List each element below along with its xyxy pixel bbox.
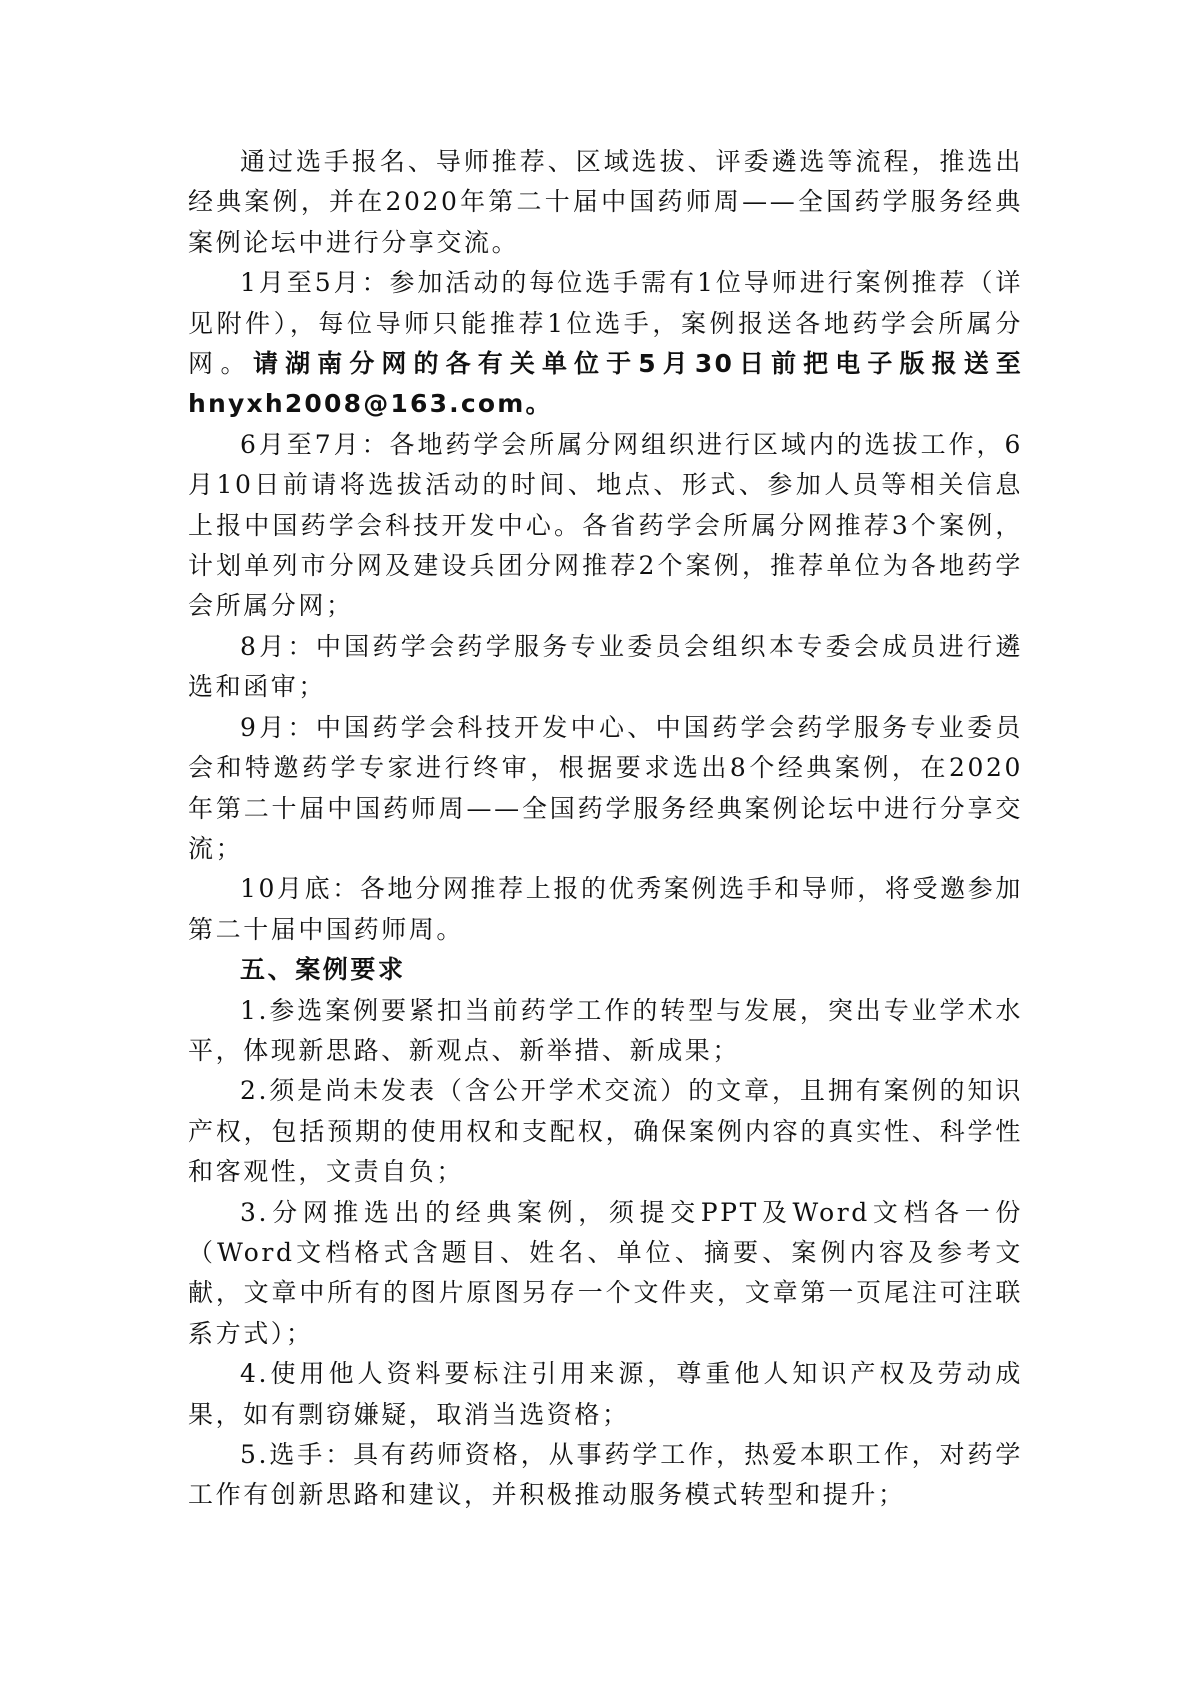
- requirement-item-5: 5.选手：具有药师资格，从事药学工作，热爱本职工作，对药学工作有创新思路和建议，并积极推动服务模式转型和提升；: [188, 1440, 1023, 1510]
- paragraph-aug: 8月：中国药学会药学服务专业委员会组织本专委会成员进行遴选和函审；: [188, 631, 1023, 702]
- document-body: [188, 142, 1023, 1516]
- requirement-item-2: 2.须是尚未发表（含公开学术交流）的文章，且拥有案例的知识产权，包括预期的使用权和支配权，确保案例内容的真实性、科学性和客观性，文责自负；: [188, 1076, 1023, 1187]
- section-heading-case-requirements: 五、案例要求: [240, 955, 406, 985]
- requirement-item-3: 3.分网推选出的经典案例，须提交PPT及Word文档各一份（Word文档格式含题目、姓名、单位、摘要、案例内容及参考文献，文章中所有的图片原图另存一个文件夹，文章第一页尾注可注联系方式）；: [188, 1197, 1023, 1348]
- paragraph-jan-may: [188, 263, 1023, 425]
- paragraph-sep: 9月：中国药学会科技开发中心、中国药学会药学服务专业委员会和特邀药学专家进行终审，根据要求选出8个经典案例，在2020年第二十届中国药师周——全国药学服务经典案例论坛中进行分享交流；: [188, 712, 1023, 863]
- paragraph-jan-may-text: 1月至5月：参加活动的每位选手需有1位导师进行案例推荐（详见附件），每位导师只能推荐1位选手，案例报送各地药学会所属分网。: [188, 268, 1023, 379]
- paragraph-oct: 10月底：各地分网推荐上报的优秀案例选手和导师，将受邀参加第二十届中国药师周。: [188, 874, 1023, 944]
- requirement-item-4: 4.使用他人资料要标注引用来源，尊重他人知识产权及劳动成果，如有剽窃嫌疑，取消当选资格；: [188, 1359, 1023, 1429]
- requirement-item-1: 1.参选案例要紧扣当前药学工作的转型与发展，突出专业学术水平，体现新思路、新观点、新举措、新成果；: [188, 995, 1023, 1065]
- paragraph-process-overview: 通过选手报名、导师推荐、区域选拔、评委遴选等流程，推选出经典案例，并在2020年第二十届中国药师周——全国药学服务经典案例论坛中进行分享交流。: [188, 147, 1023, 257]
- paragraph-jun-jul: 6月至7月：各地药学会所属分网组织进行区域内的选拔工作，6月10日前请将选拔活动的时间、地点、形式、参加人员等相关信息上报中国药学会科技开发中心。各省药学会所属分网推荐3个案例，计划单列市分网及建设兵团分网推荐2个案例，推荐单位为各地药学会所属分网；: [188, 429, 1023, 621]
- paragraph-jan-may-bold-notice: 请湖南分网的各有关单位于5月30日前把电子版报送至hnyxh2008@163.com。: [188, 349, 1024, 419]
